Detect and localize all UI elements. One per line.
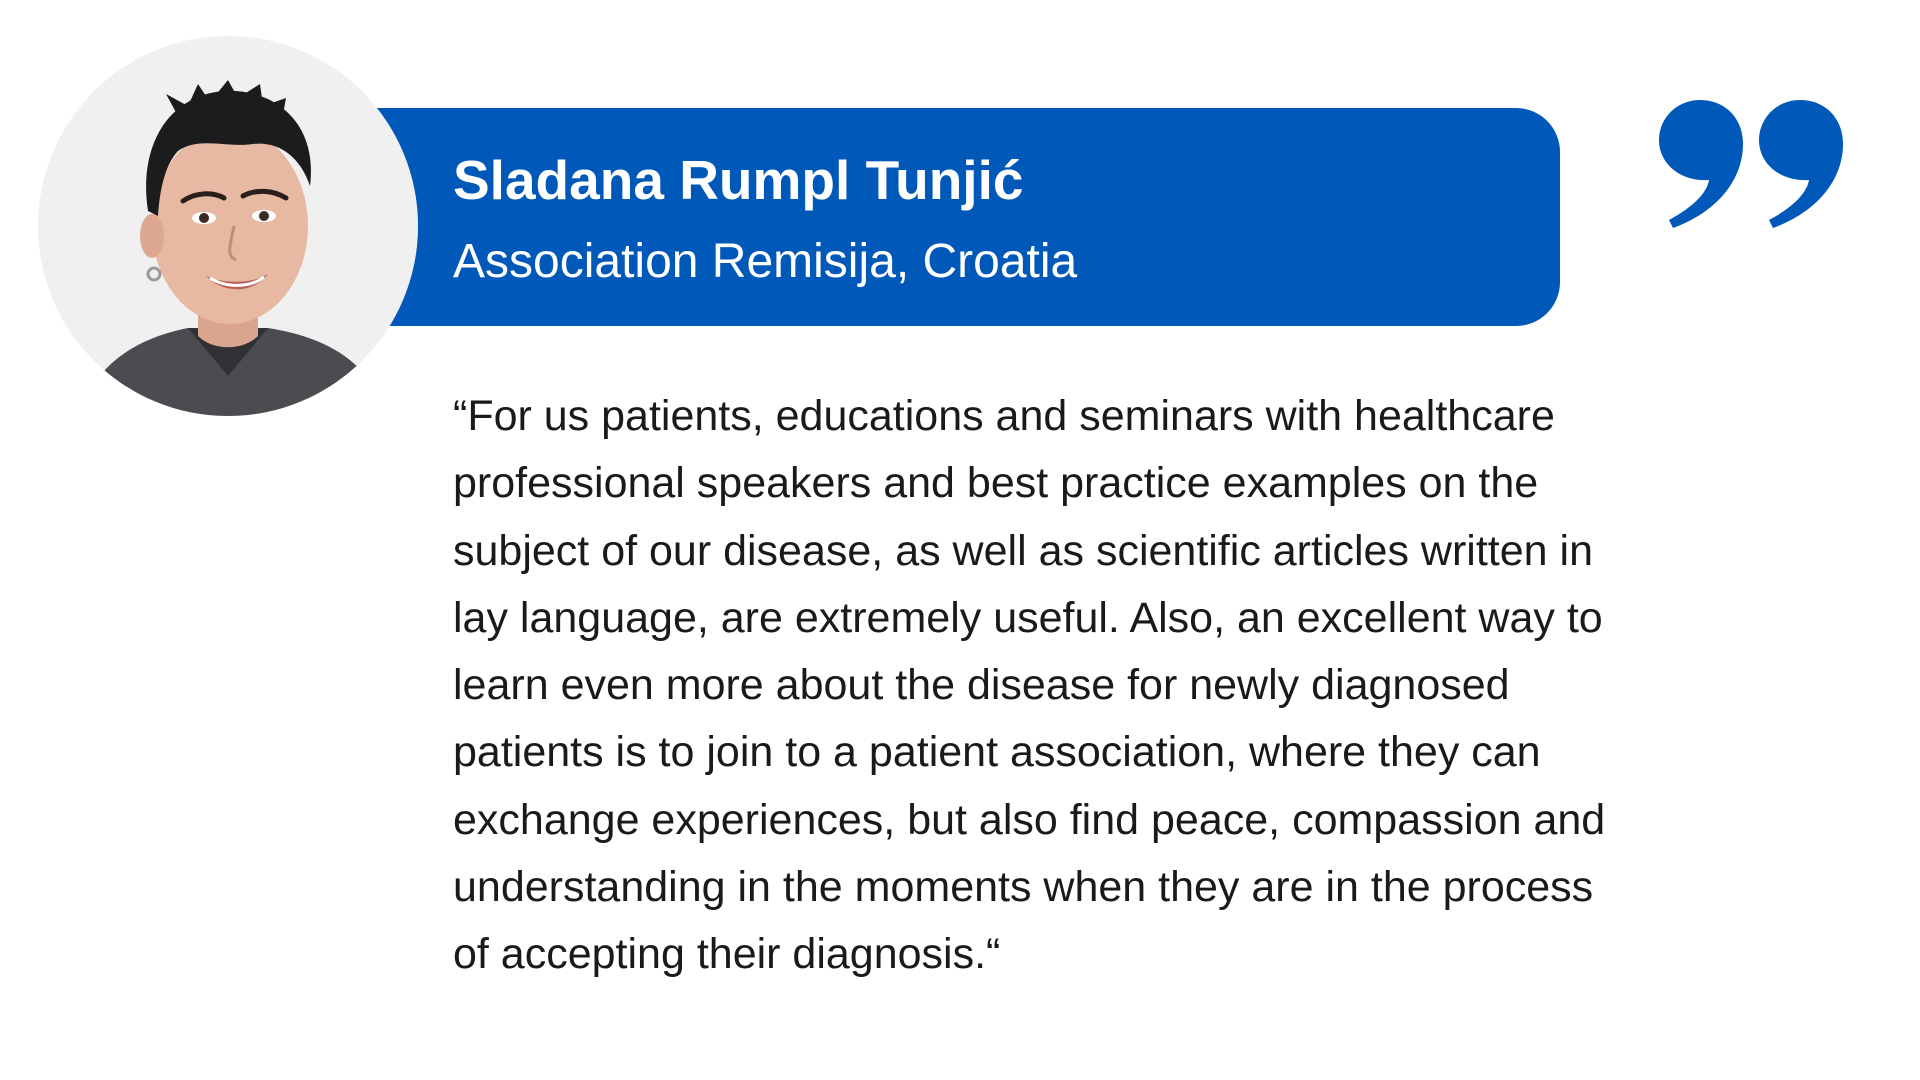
speaker-name: Sladana Rumpl Tunjić <box>453 149 1024 211</box>
speaker-affiliation: Association Remisija, Croatia <box>453 235 1078 288</box>
person-portrait-icon <box>38 36 418 416</box>
quote-line: professional speakers and best practice examples on the <box>453 459 1539 508</box>
quote-line: subject of our disease, as well as scientific articles written in <box>453 526 1593 575</box>
avatar <box>38 36 418 416</box>
quote-line: “For us patients, educations and seminars with healthcare <box>453 392 1555 440</box>
quote-line: patients is to join to a patient association, where they can <box>453 728 1541 777</box>
quote-line: understanding in the moments when they are in the process <box>453 863 1594 912</box>
closing-quote-icon <box>1655 100 1845 235</box>
quote-line: learn even more about the disease for newly diagnosed <box>453 661 1510 710</box>
quote-line: lay language, are extremely useful. Also, an excellent way to <box>453 593 1603 642</box>
name-banner <box>310 108 1560 326</box>
quote-line: exchange experiences, but also find peace, compassion and <box>453 795 1606 844</box>
quote-text <box>453 383 1783 989</box>
quote-line: of accepting their diagnosis.“ <box>453 930 1001 979</box>
